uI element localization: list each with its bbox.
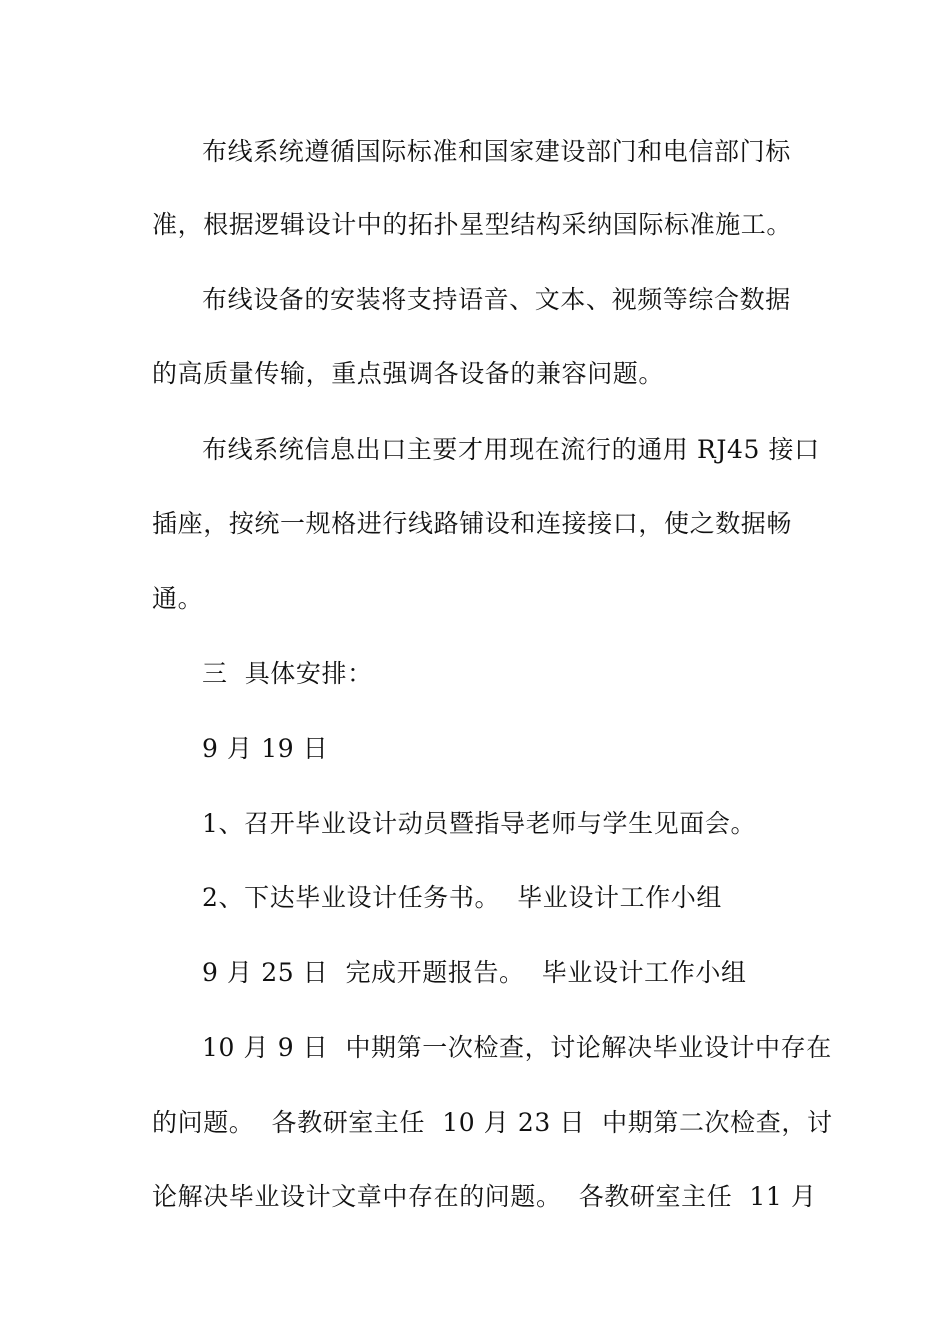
paragraph-2-line-1: 布线设备的安装将支持语音、文本、视频等综合数据 [202, 285, 791, 314]
schedule-item-0925: 9 月 25 日 完成开题报告。 毕业设计工作小组 [202, 958, 747, 987]
paragraph-3-line-2: 插座，按统一规格进行线路铺设和连接接口，使之数据畅 [152, 509, 793, 538]
schedule-item-1009-line-2: 的问题。 各教研室主任 10 月 23 日 中期第二次检查，讨 [152, 1108, 833, 1137]
paragraph-1-line-2: 准，根据逻辑设计中的拓扑星型结构采纳国际标准施工。 [152, 210, 793, 239]
schedule-item-2: 2、下达毕业设计任务书。 毕业设计工作小组 [202, 883, 723, 912]
section-heading: 三 具体安排： [202, 659, 373, 688]
paragraph-1-line-1: 布线系统遵循国际标准和国家建设部门和电信部门标 [202, 137, 791, 166]
schedule-item-1009-line-1: 10 月 9 日 中期第一次检查，讨论解决毕业设计中存在 [202, 1033, 832, 1062]
schedule-date-0919: 9 月 19 日 [202, 734, 329, 763]
schedule-item-1023-line-2: 论解决毕业设计文章中存在的问题。 各教研室主任 11 月 [152, 1182, 817, 1211]
schedule-item-1: 1、召开毕业设计动员暨指导老师与学生见面会。 [202, 809, 757, 838]
paragraph-3-line-3: 通。 [152, 584, 204, 613]
paragraph-2-line-2: 的高质量传输，重点强调各设备的兼容问题。 [152, 359, 665, 388]
paragraph-3-line-1: 布线系统信息出口主要才用现在流行的通用 RJ45 接口 [202, 435, 820, 464]
